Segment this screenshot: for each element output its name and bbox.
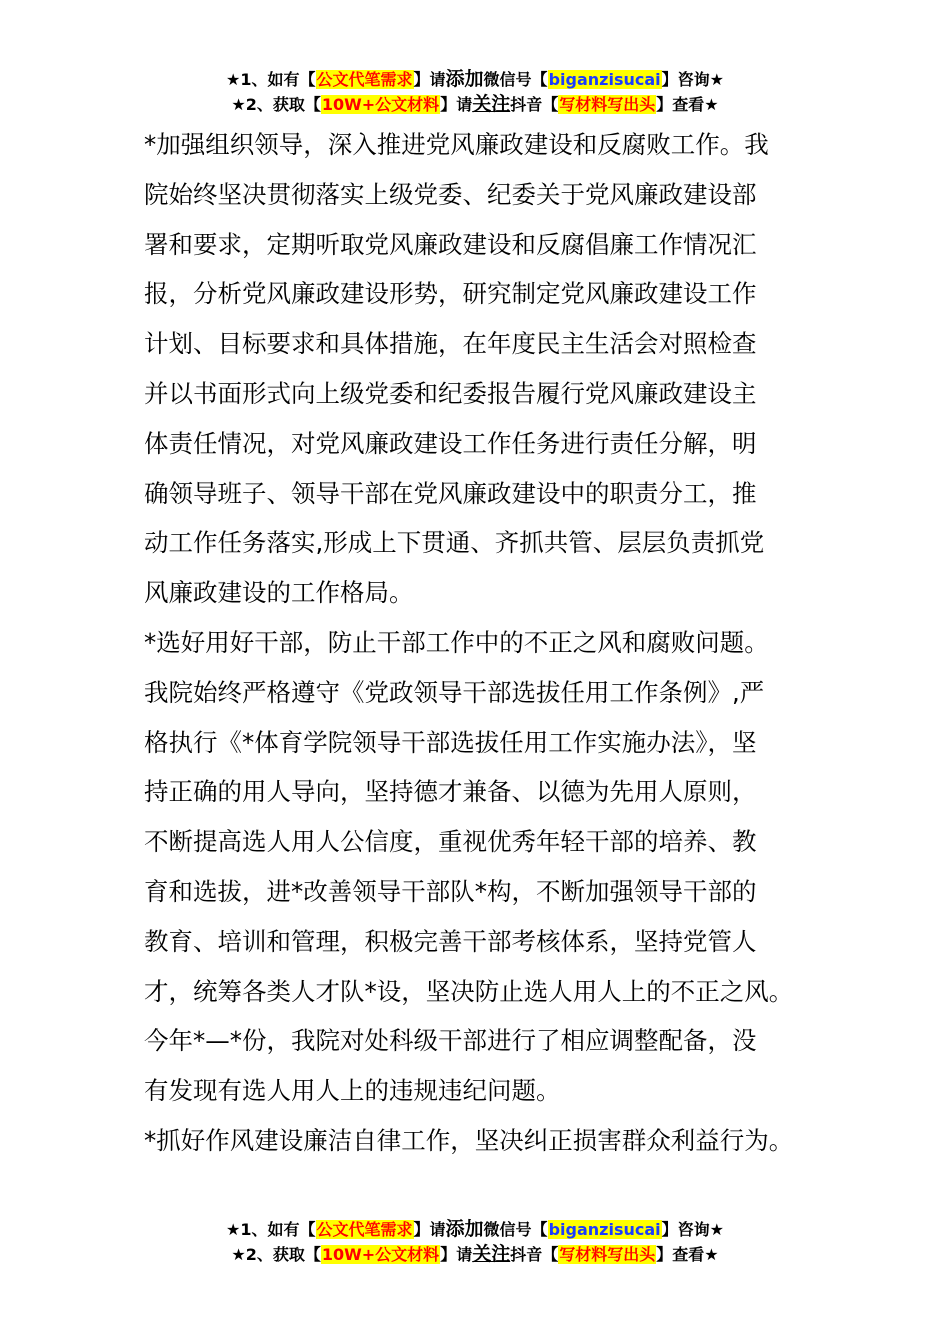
douyin-account: 写材料写出头	[559, 95, 656, 114]
text-line: 署和要求，定期听取党风廉政建设和反腐倡廉工作情况汇	[144, 229, 757, 259]
banner-text: 】请	[413, 1220, 446, 1239]
paragraph-cadre-selection	[144, 618, 824, 1116]
paragraph-work-style	[144, 1116, 824, 1166]
text-line: *选好用好干部，防止干部工作中的不正之风和腐败问题。	[144, 627, 769, 657]
text-line: 并以书面形式向上级党委和纪委报告履行党风廉政建设主	[144, 378, 757, 408]
douyin-account: 写材料写出头	[559, 1245, 656, 1264]
text-line: *加强组织领导，深入推进党风廉政建设和反腐败工作。我	[144, 130, 769, 159]
text-line: 今年*—*份，我院对处科级干部进行了相应调整配备，没	[144, 1026, 757, 1056]
banner-text: 】咨询★	[661, 1220, 724, 1239]
text-line: 计划、目标要求和具体措施，在年度民主生活会对照检查	[144, 329, 757, 359]
text-line: 我院始终严格遵守《党政领导干部选拔任用工作条例》,严	[144, 677, 765, 707]
text-line: 体责任情况，对党风廉政建设工作任务进行责任分解，明	[144, 428, 757, 458]
text-line: 有发现有选人用人上的违规违纪问题。	[144, 1076, 561, 1106]
banner-text: 】请	[440, 95, 473, 114]
banner-text: ★2、获取【	[231, 95, 321, 114]
text-line: 持正确的用人导向，坚持德才兼备、以德为先用人原则，	[144, 777, 757, 807]
text-line: 育和选拔，进*改善领导干部队*构，不断加强领导干部的	[144, 876, 757, 906]
text-line: 确领导班子、领导干部在党风廉政建设中的职责分工，推	[144, 478, 757, 508]
highlight-materials: 10W+公文材料	[321, 1245, 440, 1264]
banner-text: 微信号【	[483, 1220, 548, 1239]
text-line: 格执行《*体育学院领导干部选拔任用工作实施办法》，坚	[144, 727, 757, 757]
banner-line-2	[0, 92, 950, 117]
highlight-materials: 10W+公文材料	[321, 95, 440, 114]
banner-text: ★1、如有【	[226, 70, 316, 89]
text-line: 动工作任务落实,形成上下贯通、齐抓共管、层层负责抓党	[144, 528, 765, 558]
banner-text: 】请	[440, 1245, 473, 1264]
wechat-id: biganzisucai	[548, 70, 661, 89]
banner-text: ★2、获取【	[231, 1245, 321, 1264]
text-line: *抓好作风建设廉洁自律工作，坚决纠正损害群众利益行为。	[144, 1125, 794, 1155]
banner-text: 微信号【	[483, 70, 548, 89]
banner-line-2	[0, 1242, 950, 1267]
banner-line-1	[0, 67, 950, 92]
banner-text: 抖音【	[510, 1245, 559, 1264]
footer-banner	[0, 1217, 950, 1267]
document-body	[144, 120, 824, 1166]
highlight-service: 公文代笔需求	[316, 70, 413, 89]
text-line: 不断提高选人用人公信度，重视优秀年轻干部的培养、教	[144, 827, 757, 857]
banner-text: 】请	[413, 70, 446, 89]
banner-text: ★1、如有【	[226, 1220, 316, 1239]
banner-line-1	[0, 1217, 950, 1242]
header-banner	[0, 67, 950, 117]
text-line: 报，分析党风廉政建设形势，研究制定党风廉政建设工作	[144, 279, 757, 309]
banner-text: 】咨询★	[661, 70, 724, 89]
text-line: 才，统筹各类人才队*设，坚决防止选人用人上的不正之风。	[144, 976, 794, 1006]
highlight-service: 公文代笔需求	[316, 1220, 413, 1239]
banner-emphasis: 关注	[472, 93, 511, 115]
paragraph-organization-leadership	[144, 120, 824, 618]
banner-emphasis: 添加	[445, 68, 484, 90]
text-line: 院始终坚决贯彻落实上级党委、纪委关于党风廉政建设部	[144, 179, 757, 209]
banner-emphasis: 关注	[472, 1243, 511, 1265]
banner-text: 抖音【	[510, 95, 559, 114]
wechat-id: biganzisucai	[548, 1220, 661, 1239]
text-line: 风廉政建设的工作格局。	[144, 578, 414, 608]
banner-text: 】查看★	[656, 95, 719, 114]
banner-emphasis: 添加	[445, 1218, 484, 1240]
text-line: 教育、培训和管理，积极完善干部考核体系，坚持党管人	[144, 926, 757, 956]
banner-text: 】查看★	[656, 1245, 719, 1264]
